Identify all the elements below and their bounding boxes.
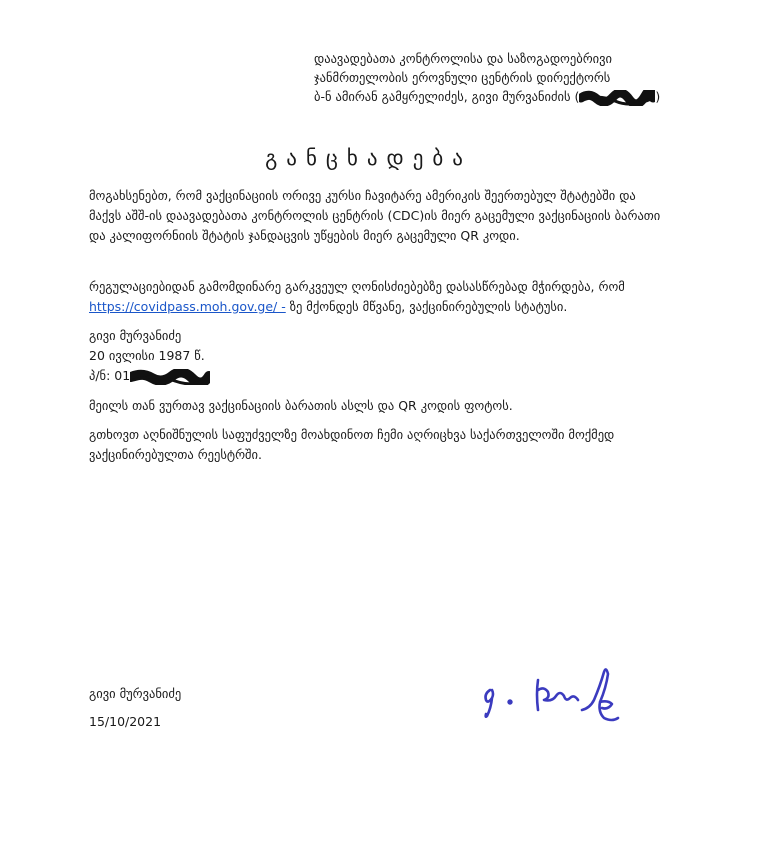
addressee-line-2: ჯანმრთელობის ეროვნული ცენტრის დირექტორს xyxy=(314,70,611,85)
paragraph-request xyxy=(89,277,669,317)
paragraph-request-tail: ზე მქონდეს მწვანე, ვაქცინირებულის სტატუსი. xyxy=(285,299,568,314)
personal-dob: 20 ივლისი 1987 წ. xyxy=(89,348,205,363)
handwritten-signature xyxy=(478,660,628,730)
addressee-line-1: დაავადებათა კონტროლისა და საზოგადოებრივი xyxy=(314,51,612,66)
addressee-line-3-prefix: ბ-ნ ამირან გამყრელიძეს, გივი მურვანიძის ( xyxy=(314,89,580,104)
paragraph-request-text: რეგულაციებიდან გამომდინარე გარკვეულ ღონისძიებებზე დასასწრებად მჭირდება, რომ xyxy=(89,279,625,294)
addressee-line-3-suffix: ) xyxy=(655,89,661,104)
redaction-scribble-icon xyxy=(579,90,655,106)
personal-details xyxy=(89,326,669,386)
signatory-name: გივი მურვანიძე xyxy=(89,686,182,701)
addressee-block xyxy=(314,49,744,106)
addressee-line-3 xyxy=(314,87,744,106)
redaction-scribble-icon xyxy=(130,369,210,385)
document-title: განცხადება xyxy=(265,146,472,170)
paragraph-vaccination: მოგახსენებთ, რომ ვაქცინაციის ორივე კურსი ჩავიტარე ამერიკის შეერთებულ შტატებში და მაქვს აშშ-ის დაავადებათა კონტროლის ცენტრის (CDC)ის მიერ გაცემული ვაქცინაციის ბარათი და კალიფორნიის შტატის ჯანდაცვის უწყების მიერ გაცემული QR კოდი. xyxy=(89,188,661,243)
personal-id-label: პ/ნ: 01 xyxy=(89,368,131,383)
paragraph-registration: გთხოვთ აღნიშნულის საფუძველზე მოახდინოთ ჩემი აღრიცხვა საქართველოში მოქმედ ვაქცინირებულთა რეესტრში. xyxy=(89,427,615,462)
covidpass-link[interactable]: https://covidpass.moh.gov.ge/ - xyxy=(89,299,286,314)
personal-id xyxy=(89,366,669,386)
paragraph-attachment: მეილს თან ვურთავ ვაქცინაციის ბარათის ასლს და QR კოდის ფოტოს. xyxy=(89,398,513,413)
personal-name: გივი მურვანიძე xyxy=(89,328,182,343)
signature-date: 15/10/2021 xyxy=(89,714,162,729)
